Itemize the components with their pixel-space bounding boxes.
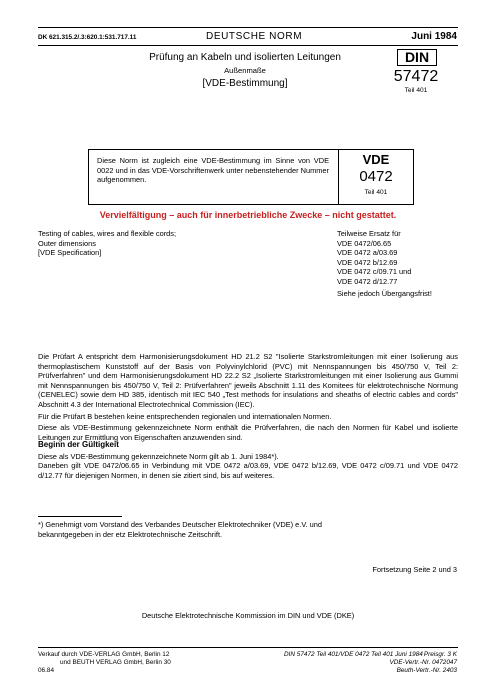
footer-rule (38, 647, 458, 648)
footnote: *) Genehmigt vom Vorstand des Verbandes Deutscher Elektrotechniker (VDE) e.V. und bekanntgegeben in der etz Elektrotechnische Zeitschrift. (38, 520, 323, 539)
header-rule (38, 45, 458, 46)
footer-doc-ref: DIN 57472 Teil 401/VDE 0472 Teil 401 Juni 1984 (284, 651, 423, 658)
validity-paragraph: Diese als VDE-Bestimmung gekennzeichnete Norm gilt ab 1. Juni 1984*). (38, 451, 279, 461)
committee: Deutsche Elektrotechnische Kommission im DIN und VDE (DKE) (141, 611, 355, 620)
din-part: Teil 401 (404, 87, 428, 94)
vde-vertr-number: VDE-Vertr.-Nr. 0472047 (389, 659, 457, 666)
body-paragraph: Diese als VDE-Bestimmung gekennzeichnete Norm enthält die Prüfverfahren, die nach den Normen für Kabel und isolierte Leitungen zur Ermittlung von Eigenschaften anzuwenden sind. (38, 423, 458, 442)
title-line-1: Prüfung an Kabeln und isolierten Leitungen (149, 52, 341, 63)
english-title-line: [VDE Specification] (38, 248, 102, 258)
replacement-heading: Teilweise Ersatz für (337, 229, 401, 238)
body-paragraph: Für die Prüfart B bestehen keine entsprechenden regionalen und internationalen Normen. (38, 411, 332, 421)
title-line-3: [VDE-Bestimmung] (202, 78, 288, 89)
header-top-rule (38, 27, 458, 28)
footer-distribution (390, 651, 457, 675)
english-title (38, 229, 176, 258)
english-title-line: Testing of cables, wires and flexible cords; (38, 229, 177, 238)
replacement-item: VDE 0472 b/12.69 (337, 257, 398, 267)
replacement-item: VDE 0472 d/12.77 (337, 276, 398, 286)
continuation-note: Fortsetzung Seite 2 und 3 (372, 565, 457, 574)
publisher-line: und BEUTH VERLAG GmbH, Berlin 30 (60, 659, 171, 666)
issue-date: Juni 1984 (411, 31, 457, 42)
validity-section (38, 440, 458, 480)
english-title-line: Outer dimensions (38, 238, 96, 248)
replacement-info (337, 229, 432, 298)
validity-paragraph: Daneben gilt VDE 0472/06.65 in Verbindung mit VDE 0472 a/03.69, VDE 0472 b/12.69, VDE 0472 c/09.71 und VDE 0472 d/12.77 für diejenigen Normen, in denen sie zitiert sind, bis auf weiteres. (38, 461, 458, 480)
body-paragraph: Die Prüfart A entspricht dem Harmonisierungsdokument HD 21.2 S2 "Isolierte Starkstromleitungen mit einer Isolierung aus thermoplastischem Kunststoff auf der Basis von Polyvinylchlorid (PVC) mit Nennspannungen bis 450/750 V, Teil 2: Prüfverfahren" und dem Harmonisierungsdokument HD 22.2 S2 „Isolierte Starkstromleitungen mit einer Isolierung aus Gummi mit Nennspannungen bis 450/750 V, Teil 2: Prüfverfahren" jeweils Abschnitt 1.11 des Komitees für elektrotechnische Normung (CENELEC) sowie dem HD 385, identisch mit IEC 540 „Test methods for insulations and sheaths of electric cables and cords" Abschnitt 4.3 der International Electrotechnical Commission (IEC). (38, 352, 458, 409)
vde-label: VDE (362, 152, 390, 167)
beuth-vertr-number: Beuth-Vertr.-Nr. 2403 (396, 667, 457, 674)
footnote-rule (38, 516, 122, 517)
vde-number: 0472 (359, 168, 393, 185)
validity-heading: Beginn der Gültigkeit (38, 440, 119, 449)
vde-box (88, 149, 414, 205)
dk-classification: DK 621.315.2/.3:620.1:531.717.11 (38, 34, 137, 41)
vde-statement: Diese Norm ist zugleich eine VDE-Bestimmung im Sinne von VDE 0022 und in das VDE-Vorschriftenwerk unter nebenstehender Nummer aufgenommen. (97, 156, 329, 185)
din-logo (397, 49, 437, 66)
transition-note: Siehe jedoch Übergangsfrist! (337, 288, 432, 298)
vde-part: Teil 401 (364, 189, 388, 196)
replacement-item: VDE 0472 c/09.71 und (337, 267, 412, 277)
footer-date-code: 06.84 (38, 667, 54, 674)
price-group: Preisgr. 3 K (423, 651, 457, 658)
body-text (38, 352, 458, 442)
footer-publisher (38, 651, 171, 675)
publisher-line: Verkauf durch VDE-VERLAG GmbH, Berlin 12 (38, 651, 170, 658)
din-number: 57472 (393, 68, 439, 85)
din-logo-text: DIN (404, 49, 430, 65)
norm-label: DEUTSCHE NORM (206, 31, 303, 42)
title-line-2: Außenmaße (224, 66, 266, 75)
replacement-item: VDE 0472 a/03.69 (337, 248, 398, 258)
replacement-item: VDE 0472/06.65 (337, 238, 392, 248)
copyright-notice: Vervielfältigung – auch für innerbetriebliche Zwecke – nicht gestattet. (99, 210, 397, 220)
